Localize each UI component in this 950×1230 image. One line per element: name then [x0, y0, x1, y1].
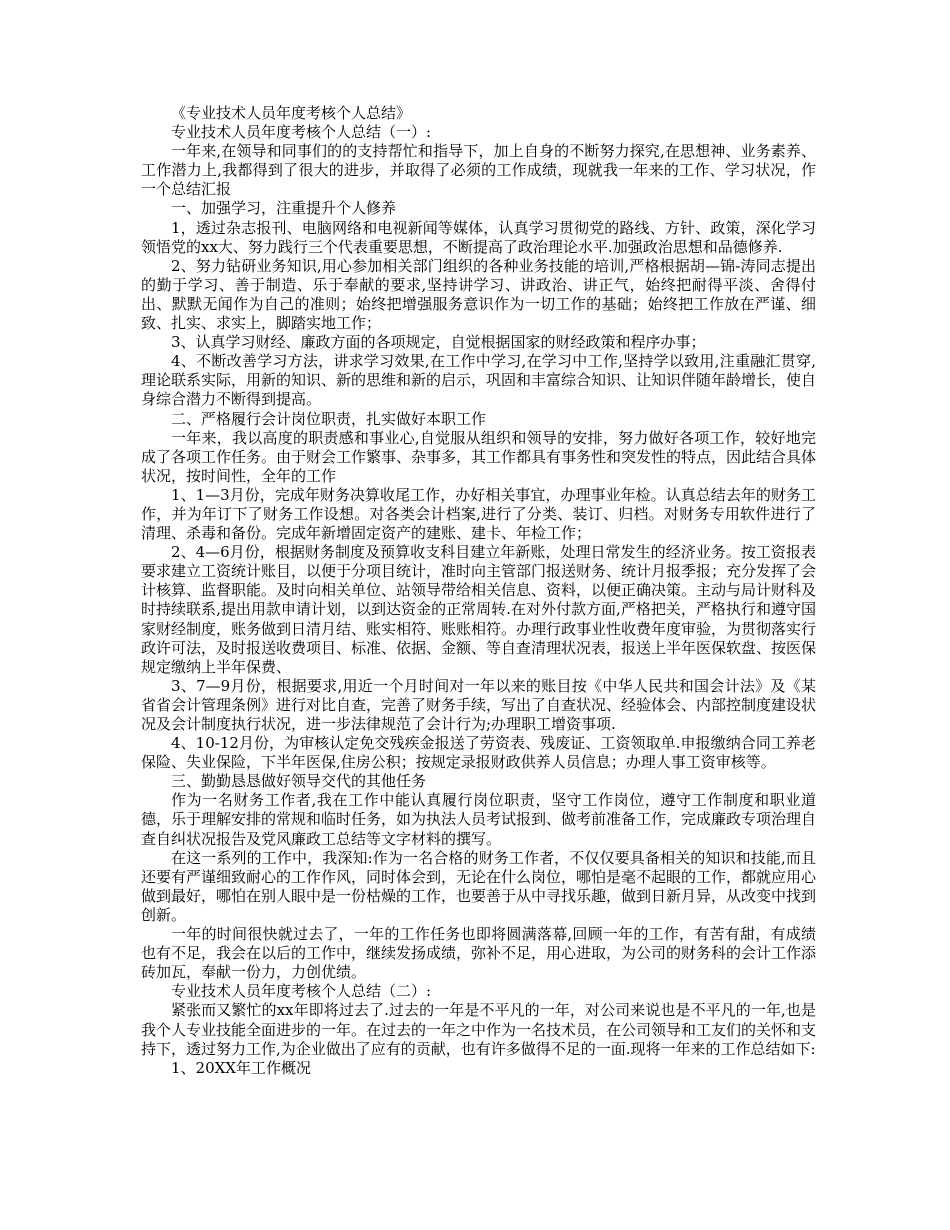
paragraph: 一年来，我以高度的职责感和事业心,自觉服从组织和领导的安排，努力做好各项工作，较好地完成了各项工作任务。由于财会工作繁事、杂事多，其工作都具有事务性和突发性的特点，因此结合具体状况，按时间性，全年的工作 — [141, 428, 817, 485]
paragraph: 在这一系列的工作中，我深知:作为一名合格的财务工作者，不仅仅要具备相关的知识和技能,而且还要有严谨细致耐心的工作作风，同时体会到，无论在什么岗位，哪怕是毫不起眼的工作，都就应用心做到最好，哪怕在别人眼中是一份枯燥的工作，也要善于从中寻找乐趣，做到日新月异，从改变中找到创新。 — [141, 848, 817, 924]
paragraph: 一年的时间很快就过去了，一年的工作任务也即将圆满落幕,回顾一年的工作，有苦有甜，有成绩也有不足，我会在以后的工作中，继续发扬成绩，弥补不足，用心进取，为公司的财务科的会计工作添砖加瓦，奉献一份力，力创优绩。 — [141, 925, 817, 982]
paragraph: 2、4—6月份，根据财务制度及预算收支科目建立年新账，处理日常发生的经济业务。按工资报表要求建立工资统计账目，以便于分项目统计，准时向主管部门报送财务、统计月报季报；充分发挥了会计核算、监督职能。及时向相关单位、站领导带给相关信息、资料，以便正确决策。主动与局计财科及时持续联系,提出用款申请计划，以到达资金的正常周转.在对外付款方面,严格把关，严格执行和遵守国家财经制度，账务做到日清月结、账实相符、账账相符。办理行政事业性收费年度审验，为贯彻落实行政许可法，及时报送收费项目、标准、依据、金额、等自查清理状况表，报送上半年医保软盘、按医保规定缴纳上半年保费、 — [141, 543, 817, 676]
paragraph: 2、努力钻研业务知识,用心参加相关部门组织的各种业务技能的培训,严格根据胡—锦-涛同志提出的勤于学习、善于制造、乐于奉献的要求,坚持讲学习、讲政治、讲正气，始终把耐得平淡、舍得付出、默默无闻作为自己的准则；始终把增强服务意识作为一切工作的基础；始终把工作放在严谨、细致、扎实、求实上，脚踏实地工作； — [141, 256, 816, 333]
section-heading: 1、20XX年工作概况 — [171, 1058, 311, 1077]
section-heading: 专业技术人员年度考核个人总结（一）: — [171, 123, 432, 142]
paragraph: 3、7—9月份，根据要求,用近一个月时间对一年以来的账目按《中华人民共和国会计法》及《某省省会计管理条例》进行对比自查，完善了财务手续，写出了自查状况、经验体会、内部控制度建设状况及会计制度执行状况，进一步法律规范了会计行为;办理职工增资事项. — [141, 676, 817, 733]
section-heading: 三、勤勤恳恳做好领导交代的其他任务 — [171, 772, 427, 791]
document-title: 《专业技术人员年度考核个人总结》 — [171, 104, 412, 122]
paragraph: 紧张而又繁忙的xx年即将过去了.过去的一年是不平凡的一年，对公司来说也是不平凡的一年,也是我个人专业技能全面进步的一年。在过去的一年之中作为一名技术员，在公司领导和工友们的关怀和支持下，透过努力工作,为企业做出了应有的贡献，也有许多做得不足的一面.现将一年来的工作总结如下: — [141, 1001, 817, 1058]
section-heading: 二、严格履行会计岗位职责，扎实做好本职工作 — [171, 409, 487, 428]
paragraph: 作为一名财务工作者,我在工作中能认真履行岗位职责，坚守工作岗位，遵守工作制度和职业道德，乐于理解安排的常规和临时任务，如为执法人员考试报到、做考前准备工作，完成廉政专项治理自查自纠状况报告及党风廉政工总结等文字材料的撰写。 — [141, 791, 817, 848]
paragraph: 一年来,在领导和同事们的的支持帮忙和指导下，加上自身的不断努力探究,在思想神、业务素养、工作潜力上,我都得到了很大的进步，并取得了必须的工作成绩，现就我一年来的工作、学习状况，作一个总结汇报 — [141, 142, 816, 199]
paragraph: 3、认真学习财经、廉政方面的各项规定，自觉根据国家的财经政策和程序办事； — [171, 333, 706, 352]
section-heading: 专业技术人员年度考核个人总结（二）: — [171, 982, 432, 1001]
paragraph: 4、10-12月份，为审核认定免交残疾金报送了劳资表、残废证、工资领取单.申报缴纳合同工养老保险、失业保险，下半年医保,住房公积；按规定录报财政供养人员信息；办理人事工资审核等。 — [141, 734, 816, 772]
paragraph: 1，透过杂志报刊、电脑网络和电视新闻等媒体，认真学习贯彻党的路线、方针、政策，深化学习领悟党的xx大、努力践行三个代表重要思想，不断提高了政治理论水平.加强政治思想和品德修养. — [141, 218, 816, 256]
paragraph: 1、1—3月份，完成年财务决算收尾工作，办好相关事宜，办理事业年检。认真总结去年的财务工作，并为年订下了财务工作设想。对各类会计档案,进行了分类、装订、归档。对财务专用软件进行了清理、杀毒和备份。完成年新增固定资产的建账、建卡、年检工作； — [141, 485, 816, 543]
paragraph: 4、不断改善学习方法，讲求学习效果,在工作中学习,在学习中工作,坚持学以致用,注重融汇贯穿,理论联系实际，用新的知识、新的思维和新的启示，巩固和丰富综合知识、让知识伴随年龄增长，使自身综合潜力不断得到提高。 — [141, 352, 817, 409]
document-body — [141, 104, 816, 1078]
section-heading: 一、加强学习，注重提升个人修养 — [171, 199, 397, 218]
